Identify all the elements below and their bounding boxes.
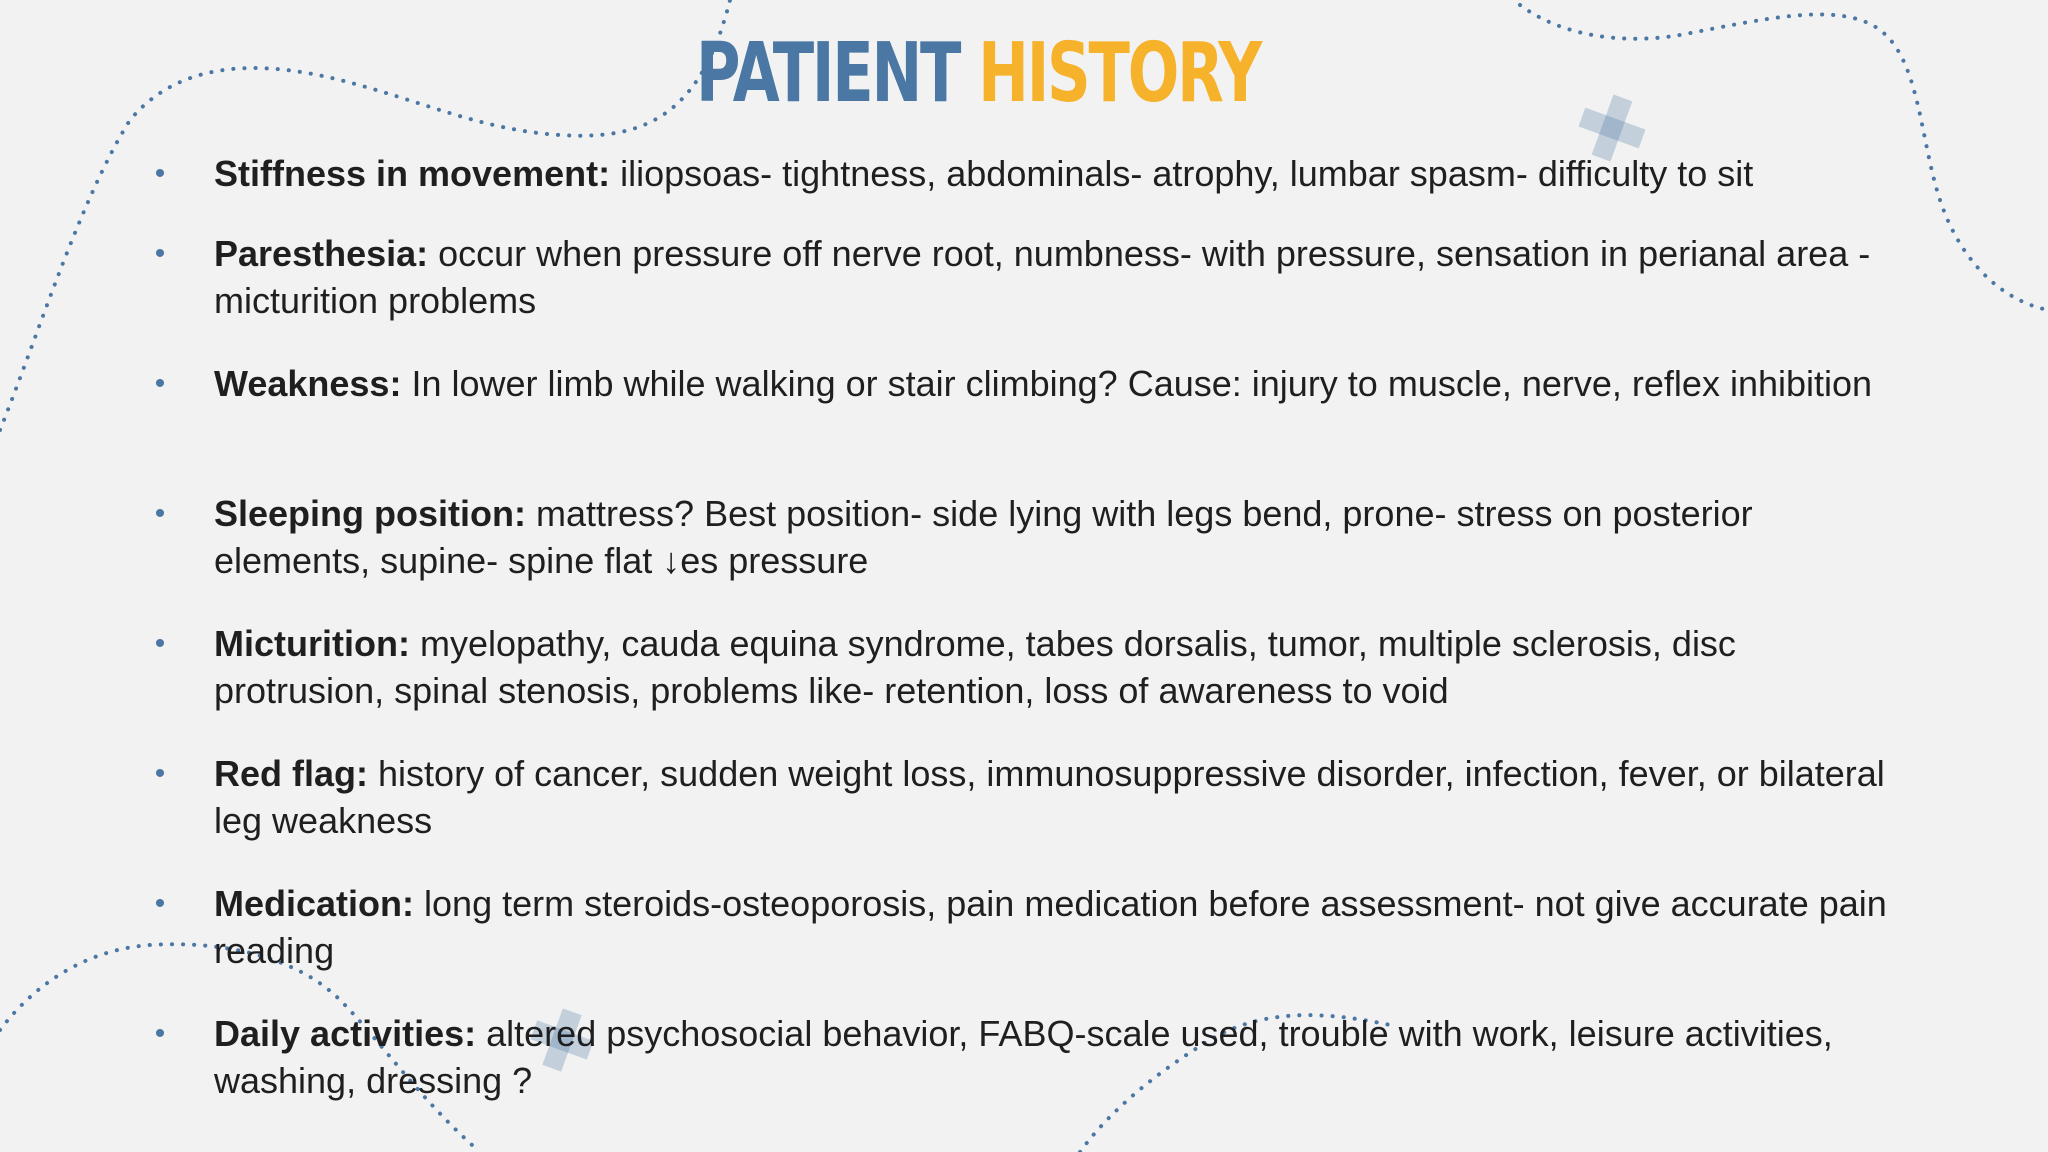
bullet-item-sleeping-position bbox=[148, 490, 1908, 584]
bullet-text: iliopsoas- tightness, abdominals- atrophy, lumbar spasm- difficulty to sit bbox=[620, 153, 1754, 194]
bullet-item-micturition bbox=[148, 620, 1908, 714]
bullet-text: mattress? Best position- side lying with legs bend, prone- stress on posterior elements, supine- spine flat ↓es pressure bbox=[214, 493, 1753, 581]
bullet-list bbox=[148, 150, 1908, 1104]
bullet-text: myelopathy, cauda equina syndrome, tabes dorsalis, tumor, multiple sclerosis, disc protrusion, spinal stenosis, problems like- retention, loss of awareness to void bbox=[214, 623, 1736, 711]
bullet-text: In lower limb while walking or stair climbing? Cause: injury to muscle, nerve, reflex inhibition bbox=[411, 363, 1873, 404]
bullet-dot-icon: • bbox=[154, 627, 166, 660]
bullet-item-stiffness bbox=[148, 150, 1908, 197]
page-title bbox=[254, 24, 1701, 124]
bullet-text: long term steroids-osteoporosis, pain medication before assessment- not give accurate pain reading bbox=[214, 883, 1887, 971]
bullet-dot-icon: • bbox=[154, 887, 166, 920]
bullet-label: Micturition: bbox=[214, 623, 410, 664]
bullet-label: Daily activities: bbox=[214, 1013, 477, 1054]
bullet-item-red-flag bbox=[148, 750, 1908, 844]
bullet-dot-icon: • bbox=[154, 157, 166, 190]
bullet-item-medication bbox=[148, 880, 1908, 974]
bullet-dot-icon: • bbox=[154, 237, 166, 270]
title-word-history: HISTORY bbox=[978, 26, 1260, 121]
bullet-item-paresthesia bbox=[148, 230, 1908, 324]
bullet-label: Stiffness in movement: bbox=[214, 153, 611, 194]
bullet-label: Sleeping position: bbox=[214, 493, 526, 534]
bullet-item-daily-activities bbox=[148, 1010, 1908, 1104]
bullet-text: occur when pressure off nerve root, numbness- with pressure, sensation in perianal area - micturition problems bbox=[214, 233, 1871, 321]
bullet-label: Medication: bbox=[214, 883, 415, 924]
bullet-text: history of cancer, sudden weight loss, immunosuppressive disorder, infection, fever, or bilateral leg weakness bbox=[214, 753, 1885, 841]
bullet-dot-icon: • bbox=[154, 497, 166, 530]
bullet-dot-icon: • bbox=[154, 1017, 166, 1050]
bullet-dot-icon: • bbox=[154, 757, 166, 790]
bullet-label: Weakness: bbox=[214, 363, 402, 404]
bullet-label: Red flag: bbox=[214, 753, 369, 794]
bullet-label: Paresthesia: bbox=[214, 233, 429, 274]
bullet-text: altered psychosocial behavior, FABQ-scale used, trouble with work, leisure activities, washing, dressing ? bbox=[214, 1013, 1833, 1101]
title-word-patient: PATIENT bbox=[696, 26, 960, 121]
bullet-item-weakness bbox=[148, 360, 1908, 454]
bullet-dot-icon: • bbox=[154, 367, 166, 400]
